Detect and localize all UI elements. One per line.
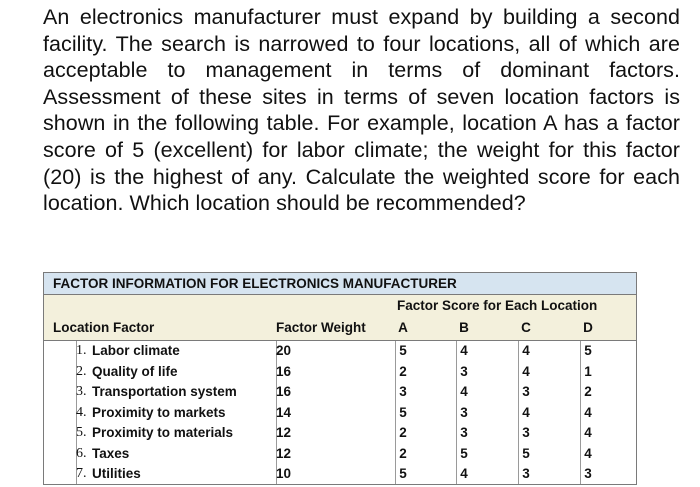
score-location-c: 3 — [522, 425, 530, 440]
table-row — [44, 403, 636, 424]
score-location-a: 2 — [399, 445, 407, 461]
score-location-d: 4 — [584, 445, 592, 461]
score-location-c: 4 — [522, 363, 530, 379]
score-location-d: 4 — [584, 404, 592, 420]
score-location-c: 3 — [522, 384, 530, 399]
score-header: Factor Score for Each Location — [397, 298, 598, 313]
column-header-weight: Factor Weight — [276, 320, 366, 335]
score-location-d: 3 — [584, 466, 592, 481]
factor-weight: 14 — [276, 404, 292, 420]
score-location-a: 2 — [399, 425, 407, 440]
score-location-c: 4 — [522, 343, 530, 358]
table-row — [44, 362, 636, 383]
factor-name: Taxes — [92, 445, 130, 461]
score-location-a: 5 — [399, 343, 407, 358]
factor-name: Quality of life — [92, 363, 178, 379]
score-location-c: 4 — [522, 404, 530, 420]
row-number: 4. — [76, 404, 87, 420]
factor-weight: 10 — [276, 466, 292, 481]
table-body — [44, 341, 636, 484]
table-row — [44, 444, 636, 465]
column-header-location-a: A — [398, 320, 408, 335]
factor-name: Proximity to markets — [92, 404, 226, 420]
table-header — [44, 295, 636, 341]
factor-weight: 16 — [276, 384, 292, 399]
score-location-d: 4 — [584, 425, 592, 440]
factor-name: Transportation system — [92, 384, 237, 399]
factor-name: Labor climate — [92, 343, 180, 358]
factor-weight: 12 — [276, 445, 292, 461]
score-location-a: 2 — [399, 363, 407, 379]
score-location-c: 5 — [522, 445, 530, 461]
row-number: 2. — [76, 363, 87, 379]
score-location-b: 4 — [460, 384, 468, 399]
table-row — [44, 423, 636, 444]
row-number: 3. — [76, 384, 87, 399]
factor-weight: 20 — [276, 343, 292, 358]
table-title: FACTOR INFORMATION FOR ELECTRONICS MANUFACTURER — [44, 273, 636, 295]
score-location-b: 4 — [460, 343, 468, 358]
problem-statement: An electronics manufacturer must expand by building a second facility. The search is narrowed to four locations, all of which are acceptable to management in terms of dominant factors. Assessment of these sites in terms of seven location factors is shown in the following table. For example, location A has a factor score of 5 (excellent) for labor climate; the weight for this factor (20) is the highest of any. Calculate the weighted score for each location. Which location should be recommended? — [43, 5, 680, 216]
score-location-d: 2 — [584, 384, 592, 399]
row-number: 6. — [76, 445, 87, 461]
score-location-a: 3 — [399, 384, 407, 399]
factor-name: Utilities — [92, 466, 141, 481]
score-location-b: 3 — [460, 425, 468, 440]
score-location-b: 5 — [460, 445, 468, 461]
score-location-a: 5 — [399, 404, 407, 420]
table-row — [44, 464, 636, 485]
table-row — [44, 341, 636, 362]
column-header-location-c: C — [521, 320, 531, 335]
score-location-b: 4 — [460, 466, 468, 481]
factor-weight: 12 — [276, 425, 292, 440]
score-location-d: 1 — [584, 363, 592, 379]
column-header-location-b: B — [459, 320, 469, 335]
row-number: 7. — [76, 466, 87, 481]
column-header-factor: Location Factor — [53, 320, 155, 335]
score-location-b: 3 — [460, 363, 468, 379]
score-location-a: 5 — [399, 466, 407, 481]
factor-name: Proximity to materials — [92, 425, 234, 440]
row-number: 5. — [76, 425, 87, 440]
score-location-c: 3 — [522, 466, 530, 481]
score-location-d: 5 — [584, 343, 592, 358]
factor-table — [43, 272, 637, 485]
row-number: 1. — [76, 343, 87, 358]
factor-weight: 16 — [276, 363, 292, 379]
score-location-b: 3 — [460, 404, 468, 420]
column-header-location-d: D — [583, 320, 593, 335]
table-row — [44, 382, 636, 403]
